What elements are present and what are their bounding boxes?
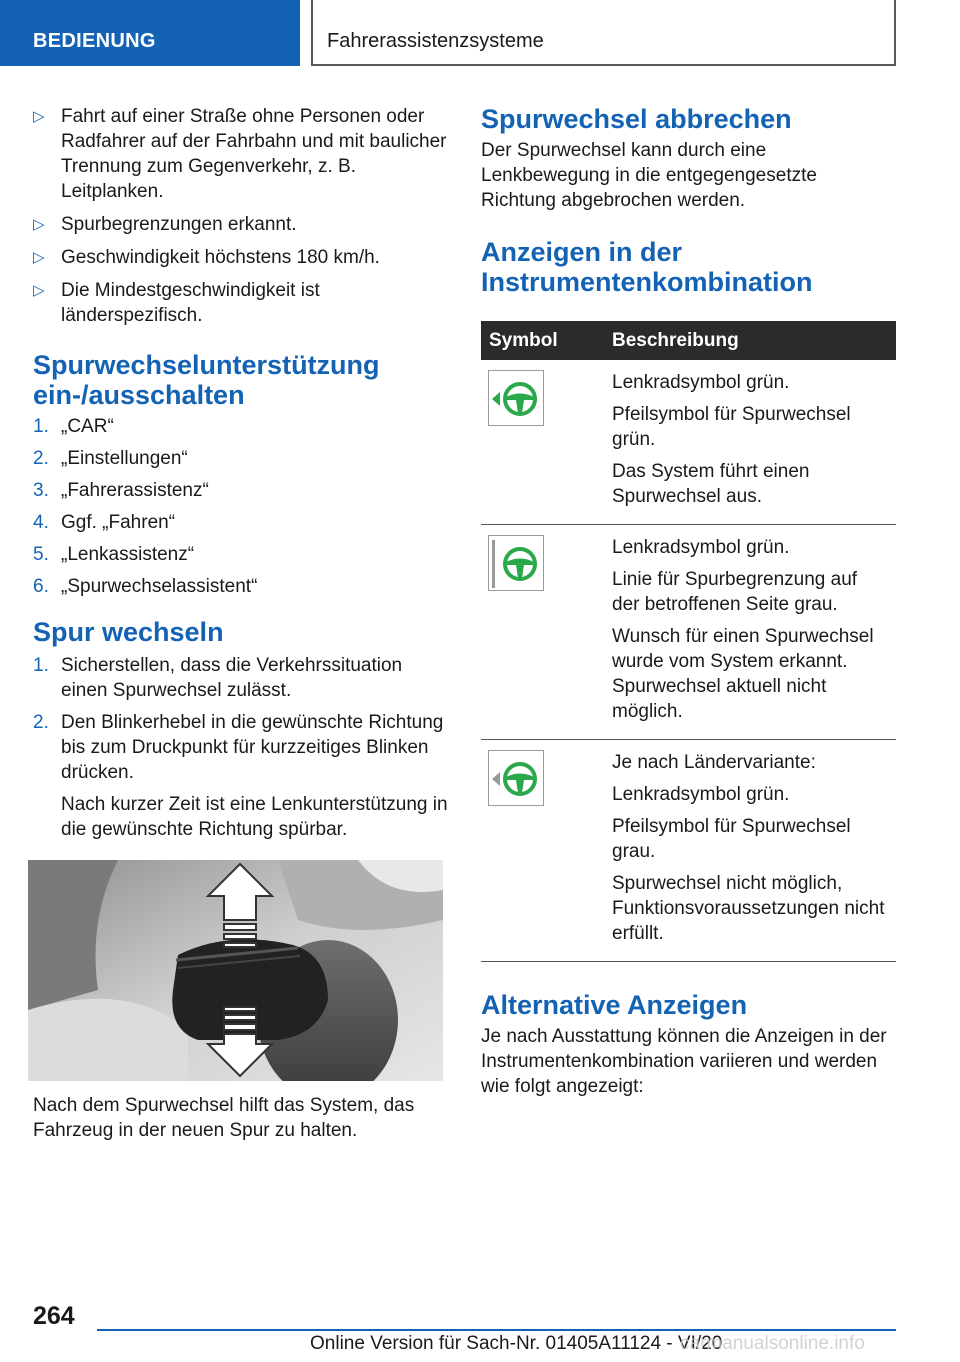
list-item: 6. „Spurwechselassistent“ xyxy=(33,576,258,597)
section-title-change: Spur wechseln xyxy=(33,617,224,647)
steering-wheel-arrow-icon xyxy=(488,370,544,426)
section-title-alt: Alternative Anzeigen xyxy=(481,990,748,1020)
table-header-row xyxy=(481,321,896,360)
section-title-toggle: Spurwechselunterstützung ein-/ausschalten xyxy=(33,350,380,410)
symbol-table xyxy=(481,321,896,962)
table-header-description: Beschreibung xyxy=(604,321,896,360)
steering-wheel-lane-icon xyxy=(488,535,544,591)
table-row: Lenkradsymbol grün. Linie für Spurbegrenzung auf der betroffenen Seite grau. Wunsch für einen Spurwechsel wurde vom System erkannt. Spurwechsel aktuell nicht möglich. xyxy=(481,525,896,740)
change-steps xyxy=(33,653,451,842)
list-item: ▷ Spurbegrenzungen erkannt. xyxy=(33,214,297,235)
triangle-bullet-icon: ▷ xyxy=(33,108,45,125)
section-title-abort: Spurwechsel abbrechen xyxy=(481,104,792,134)
list-item: 3. „Fahrerassistenz“ xyxy=(33,480,209,501)
lever-illustration xyxy=(28,860,443,1081)
after-text: Nach dem Spurwechsel hilft das System, das Fahrzeug in der neuen Spur zu halten. xyxy=(33,1095,415,1141)
watermark: carmanualsonline.info xyxy=(680,1333,865,1354)
footer-text: Online Version für Sach-Nr. 01405A11124 - VI/20 xyxy=(310,1333,723,1354)
list-item: 1. Sicherstellen, dass die Verkehrssituation einen Spurwechsel zulässt. xyxy=(33,655,403,701)
step-note: Nach kurzer Zeit ist eine Lenkunterstützung in die gewünschte Richtung spürbar. xyxy=(61,794,448,840)
list-item: 1. „CAR“ xyxy=(33,416,114,437)
steering-wheel-grey-arrow-icon xyxy=(488,750,544,806)
table-header-symbol: Symbol xyxy=(481,321,604,360)
list-item: 2. „Einstellungen“ xyxy=(33,448,188,469)
triangle-bullet-icon: ▷ xyxy=(33,216,45,233)
chapter-label: Fahrerassistenzsysteme xyxy=(327,30,544,52)
footer-divider xyxy=(97,1329,896,1331)
list-item: 5. „Lenkassistenz“ xyxy=(33,544,195,565)
alt-text: Je nach Ausstattung können die Anzeigen in der Instrumentenkombination variieren und werden wie folgt angezeigt: xyxy=(481,1026,887,1097)
section-tab xyxy=(0,0,300,66)
triangle-bullet-icon: ▷ xyxy=(33,249,45,266)
list-item: ▷ Geschwindigkeit höchstens 180 km/h. xyxy=(33,247,380,268)
list-item: 4. Ggf. „Fahren“ xyxy=(33,512,176,533)
table-row: Je nach Ländervariante: Lenkradsymbol grün. Pfeilsymbol für Spurwechsel grau. Spurwechsel nicht möglich, Funktionsvoraussetzungen nicht erfüllt. xyxy=(481,740,896,962)
table-row: Lenkradsymbol grün. Pfeilsymbol für Spurwechsel grün. Das System führt einen Spurwechsel aus. xyxy=(481,360,896,525)
conditions-list xyxy=(33,104,451,328)
section-label: BEDIENUNG xyxy=(33,30,156,52)
turn-signal-lever-image xyxy=(28,860,443,1081)
triangle-bullet-icon: ▷ xyxy=(33,282,45,299)
list-item: ▷ Die Mindestgeschwindigkeit ist länderspezifisch. xyxy=(33,280,320,326)
chapter-tab xyxy=(311,0,896,66)
right-column xyxy=(481,104,896,1099)
page-number: 264 xyxy=(33,1302,75,1330)
abort-text: Der Spurwechsel kann durch eine Lenkbewegung in die entgegengesetzte Richtung abgebrochen werden. xyxy=(481,140,817,211)
left-column xyxy=(33,104,451,1143)
list-item: 2. Den Blinkerhebel in die gewünschte Richtung bis zum Druckpunkt für kurzzeitiges Blinken drücken. Nach kurzer Zeit ist eine Lenkunterstützung in die gewünschte Richtung spürbar. xyxy=(33,710,451,842)
list-item: ▷ Fahrt auf einer Straße ohne Personen oder Radfahrer auf der Fahrbahn und mit baulicher Trennung zum Gegenverkehr, z. B. Leitplanken. xyxy=(33,106,447,202)
section-title-display: Anzeigen in der Instrumentenkombination xyxy=(481,237,813,297)
toggle-steps xyxy=(33,414,451,599)
